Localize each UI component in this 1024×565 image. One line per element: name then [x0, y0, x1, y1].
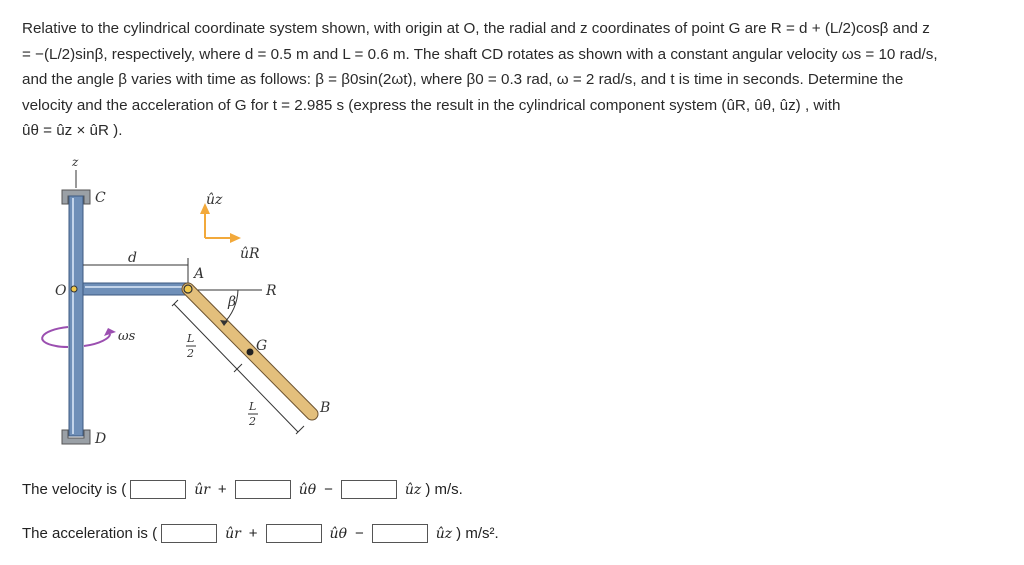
velocity-ur-symbol: ûr: [194, 481, 210, 498]
velocity-uz-input[interactable]: [341, 480, 397, 499]
label-2-upper: 2: [187, 347, 194, 360]
velocity-unit: ) m/s.: [425, 481, 463, 498]
acceleration-unit: ) m/s².: [456, 525, 499, 542]
label-uR: ûR: [240, 246, 260, 262]
label-G: G: [256, 338, 268, 354]
label-uz: ûz: [206, 192, 223, 208]
shaft-cd: [69, 196, 83, 436]
acceleration-uz-input[interactable]: [372, 524, 428, 543]
problem-line-4: velocity and the acceleration of G for t = 2.985 s (express the result in the cylindrical component system (ûR, ûθ, ûz) , with: [22, 96, 841, 114]
label-2-lower: 2: [249, 415, 256, 428]
label-L-lower: L: [249, 400, 257, 413]
velocity-uz-symbol: ûz: [404, 481, 422, 498]
label-z: z: [72, 155, 79, 169]
velocity-ur-input[interactable]: [130, 480, 186, 499]
label-ws: ωs: [118, 329, 136, 344]
problem-line-5: ûθ = ûz × ûR ).: [22, 122, 123, 139]
velocity-plus: +: [217, 481, 227, 498]
problem-statement: [22, 16, 1012, 144]
rotation-ellipse-right: [84, 334, 110, 346]
problem-line-3: and the angle β varies with time as follows: β = β0sin(2ωt), where β0 = 0.3 rad, ω = 2 rad/s, and t is time in seconds. Determine the: [22, 71, 904, 88]
label-d: d: [128, 250, 137, 266]
label-A: A: [194, 266, 205, 282]
velocity-utheta-symbol: ûθ: [298, 481, 317, 498]
acceleration-ur-input[interactable]: [161, 524, 217, 543]
problem-line-1: Relative to the cylindrical coordinate system shown, with origin at O, the radial and z coordinates of point G are R = d + (L/2)cosβ and z: [22, 20, 930, 37]
label-O: O: [55, 283, 67, 299]
label-R: R: [266, 283, 277, 299]
acceleration-utheta-symbol: ûθ: [329, 525, 347, 542]
label-beta: β: [228, 294, 237, 310]
acceleration-row: [22, 524, 499, 543]
acceleration-plus: +: [248, 525, 258, 542]
label-C: C: [95, 190, 106, 206]
velocity-utheta-input[interactable]: [235, 480, 291, 499]
label-D: D: [95, 431, 107, 447]
pin-a: [184, 285, 192, 293]
rotation-ellipse-left: [42, 327, 68, 347]
velocity-label: The velocity is (: [22, 481, 127, 498]
acceleration-minus: −: [355, 525, 364, 542]
velocity-minus: −: [324, 481, 333, 498]
mechanism-figure: [0, 150, 420, 460]
origin-point: [71, 286, 77, 292]
velocity-row: [22, 480, 463, 499]
arm-oa: [83, 283, 189, 295]
acceleration-utheta-input[interactable]: [266, 524, 322, 543]
acceleration-label: The acceleration is (: [22, 525, 158, 542]
label-L-upper: L: [187, 332, 195, 345]
ur-arrow-head: [230, 233, 241, 243]
problem-line-2: = −(L/2)sinβ, respectively, where d = 0.5 m and L = 0.6 m. The shaft CD rotates as shown with a constant angular velocity ωs = 10 rad/s,: [22, 45, 938, 63]
acceleration-uz-symbol: ûz: [435, 525, 453, 542]
point-g: [247, 349, 254, 356]
acceleration-ur-symbol: ûr: [225, 525, 241, 542]
label-B: B: [320, 400, 331, 416]
